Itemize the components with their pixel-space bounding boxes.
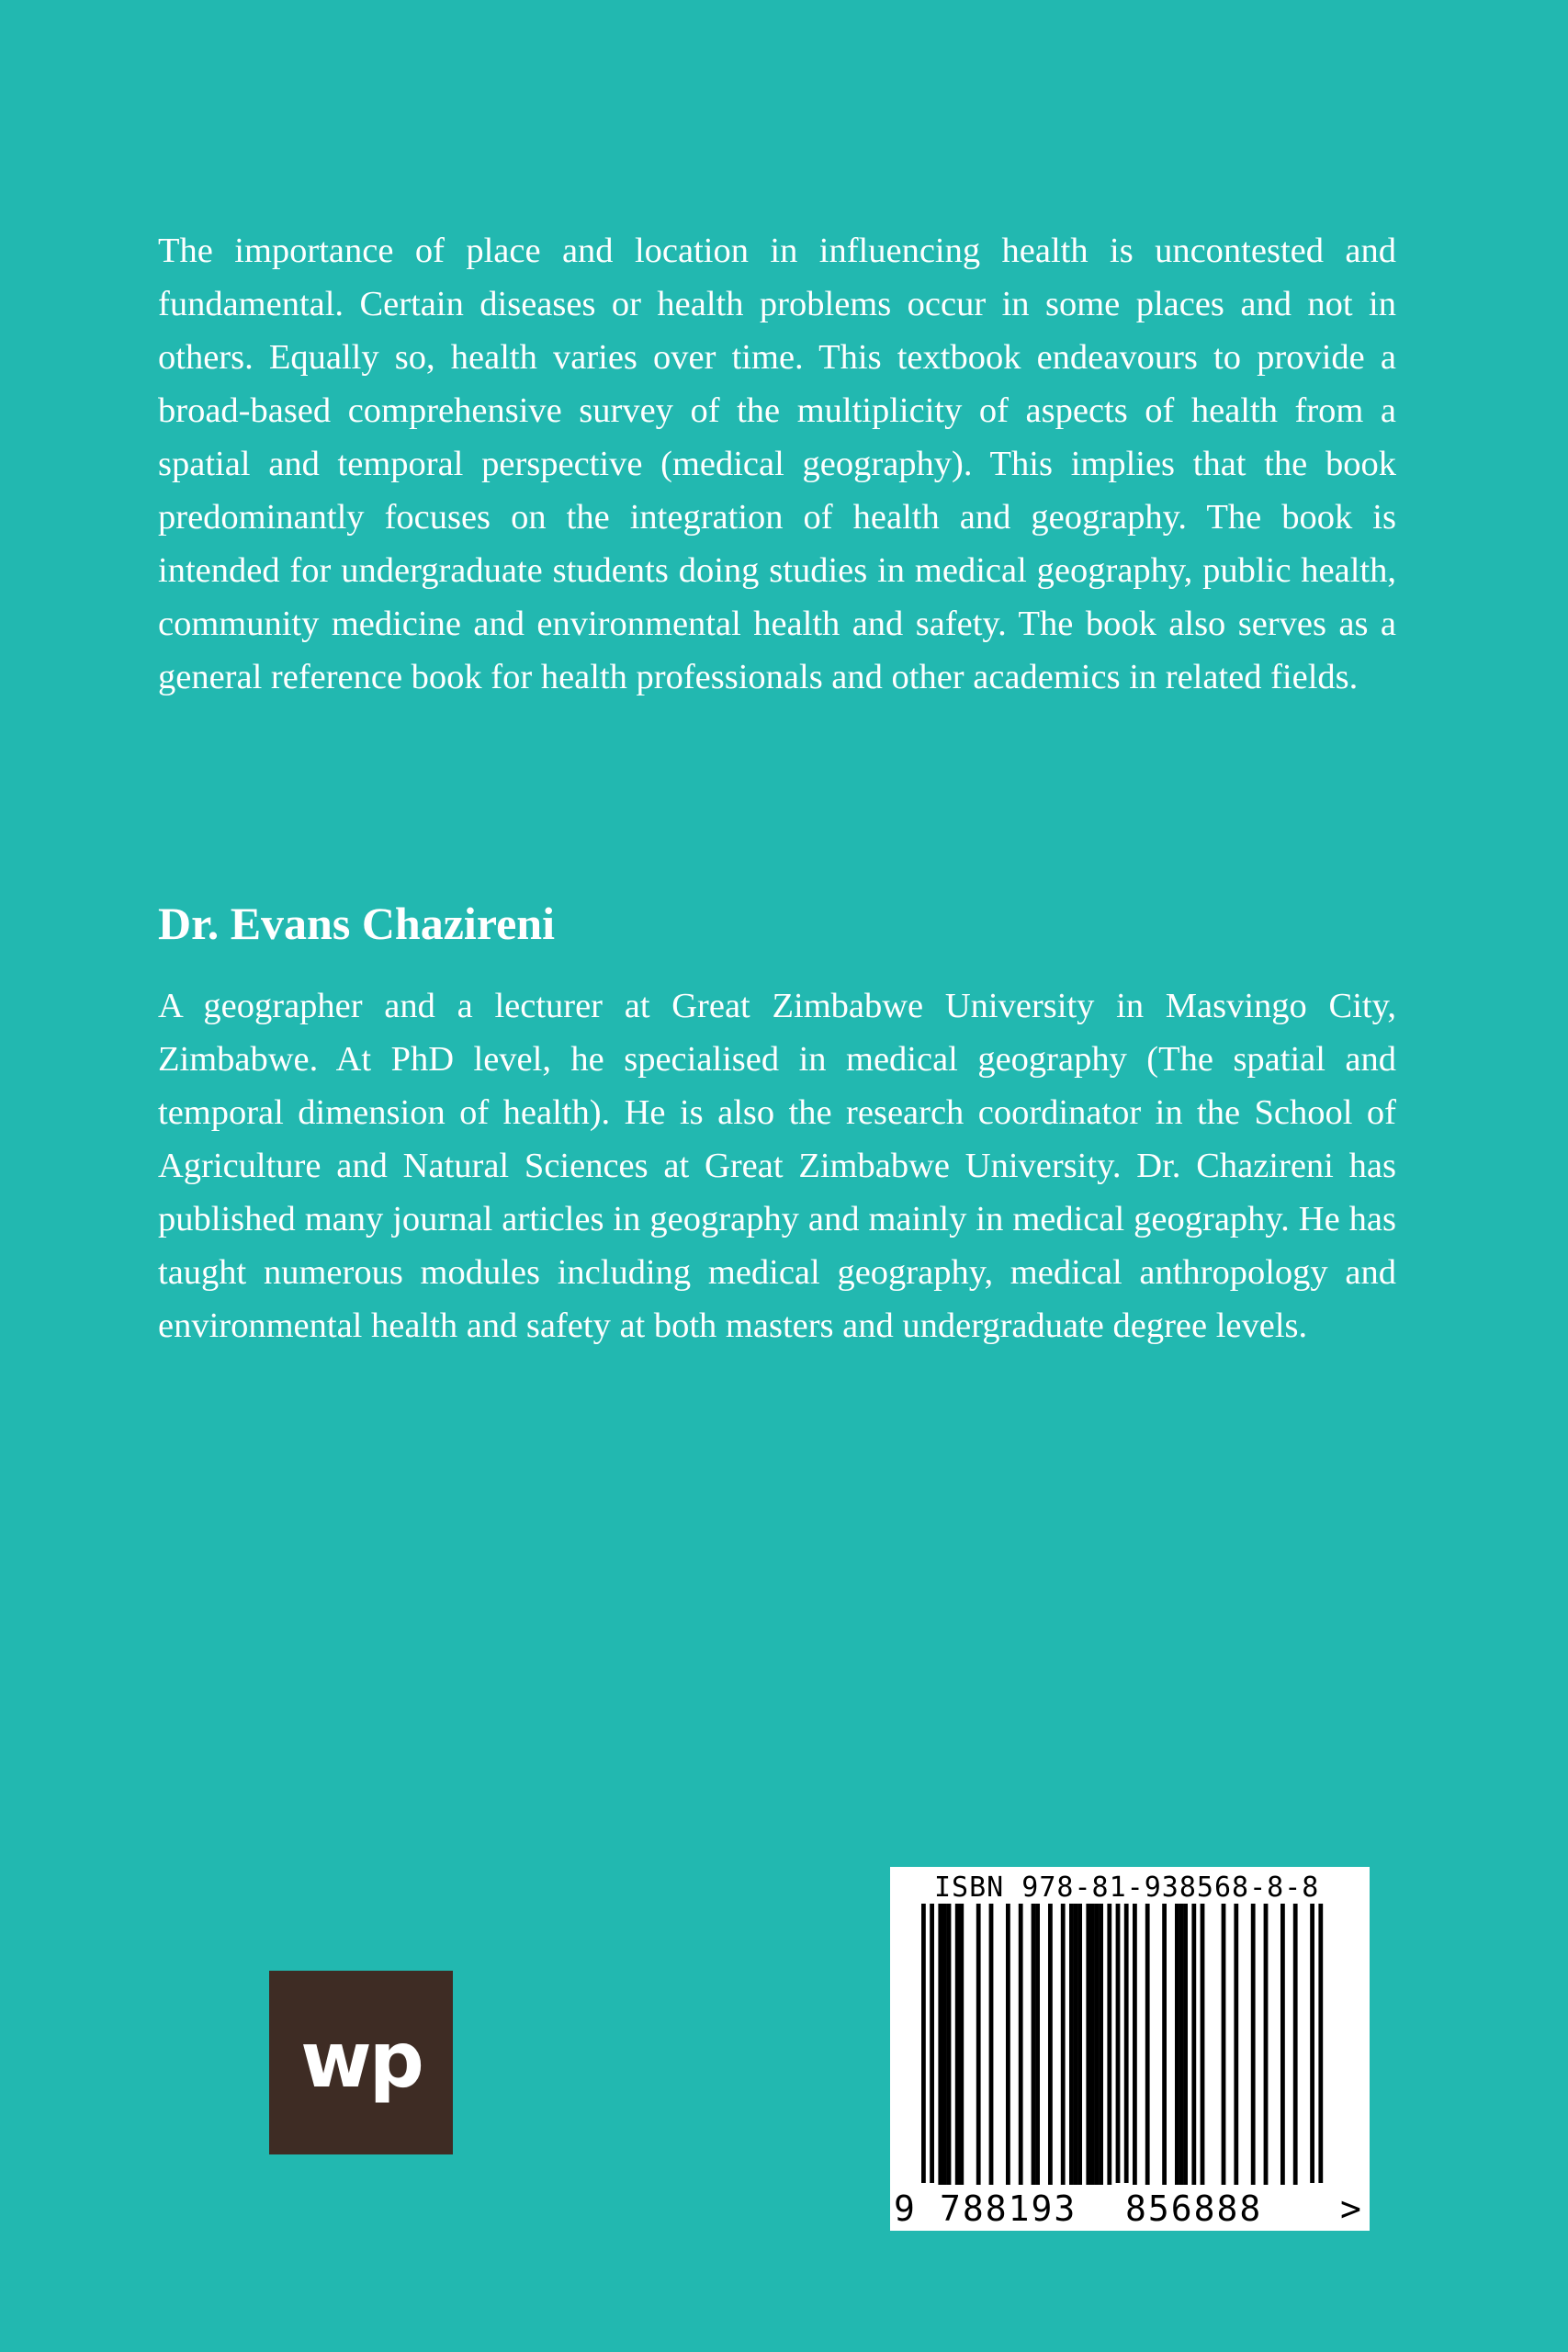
- barcode-left-digits: 788193: [940, 2188, 1077, 2229]
- barcode-bar: [1006, 1904, 1010, 2185]
- barcode-bar: [1077, 1904, 1082, 2185]
- publisher-logo-text: wp: [300, 2015, 422, 2105]
- isbn-barcode: [890, 1867, 1370, 2231]
- barcode-bar: [1183, 1904, 1188, 2185]
- barcode-bar: [1061, 1904, 1066, 2185]
- barcode-bar: [989, 1904, 994, 2185]
- barcode-bar: [1179, 1904, 1184, 2185]
- barcode-bar: [947, 1904, 952, 2185]
- barcode-guard-bar: [930, 1904, 934, 2183]
- barcode-bar: [1222, 1904, 1226, 2185]
- barcode-bar: [1162, 1904, 1167, 2185]
- barcode-right-digits: 856888: [1125, 2188, 1263, 2229]
- barcode-bar: [1069, 1904, 1074, 2185]
- barcode-bar: [1175, 1904, 1179, 2185]
- barcode-guard-bar: [1124, 1904, 1129, 2183]
- barcode-bar: [1035, 1904, 1040, 2185]
- author-name: Dr. Evans Chazireni: [158, 898, 556, 949]
- barcode-end-mark: >: [1340, 2188, 1361, 2229]
- barcode-bar: [1074, 1904, 1078, 2185]
- barcode-bar: [1201, 1904, 1205, 2185]
- barcode-guard-bar: [1116, 1904, 1121, 2183]
- barcode-bar: [942, 1904, 947, 2185]
- barcode-bar: [1145, 1904, 1150, 2185]
- barcode-bar: [1280, 1904, 1285, 2185]
- barcode-bar: [1251, 1904, 1256, 2185]
- barcode-bar: [1191, 1904, 1196, 2185]
- barcode-bar: [1090, 1904, 1095, 2185]
- barcode-guard-bar: [1310, 1904, 1314, 2183]
- barcode-bar: [1264, 1904, 1269, 2185]
- isbn-label: ISBN 978-81-938568-8-8: [934, 1871, 1320, 1904]
- barcode-bar: [1133, 1904, 1137, 2185]
- publisher-logo: [269, 1971, 453, 2154]
- barcode-bar: [1095, 1904, 1100, 2185]
- barcode-bar: [976, 1904, 981, 2185]
- barcode-bar: [1019, 1904, 1023, 2185]
- barcode-bar: [1107, 1904, 1111, 2185]
- barcode-bar: [938, 1904, 942, 2185]
- barcode-bar: [959, 1904, 964, 2185]
- barcode-bar: [955, 1904, 960, 2185]
- book-description: The importance of place and location in influencing health is uncontested and fundamental. Certain diseases or health problems occur in some places and not in others. Equally so, health varies over time. This textbook endeavours to provide a broad-based comprehensive survey of the multiplicity of aspects of health from a spatial and temporal perspective (medical geography). This implies that the book predominantly focuses on the integration of health and geography. The book is intended for undergraduate students doing studies in medical geography, public health, community medicine and environmental health and safety. The book also serves as a general reference book for health professionals and other academics in related fields.: [158, 232, 1396, 696]
- author-bio: A geographer and a lecturer at Great Zimbabwe University in Masvingo City, Zimbabwe. At PhD level, he specialised in medical geography (The spatial and temporal dimension of health). He is also the research coordinator in the School of Agriculture and Natural Sciences at Great Zimbabwe University. Dr. Chazireni has published many journal articles in geography and mainly in medical geography. He has taught numerous modules including medical geography, medical anthropology and environmental health and safety at both masters and undergraduate degree levels.: [158, 987, 1396, 1345]
- barcode-bar: [1293, 1904, 1298, 2185]
- barcode-bars: [890, 1867, 1370, 2231]
- barcode-bar: [1099, 1904, 1103, 2185]
- barcode-bar: [1048, 1904, 1053, 2185]
- barcode-bar: [1086, 1904, 1090, 2185]
- barcode-guard-bar: [921, 1904, 926, 2183]
- barcode-lead-digit: 9: [894, 2188, 915, 2229]
- barcode-bar: [1234, 1904, 1238, 2185]
- barcode-bar: [1032, 1904, 1036, 2185]
- barcode-guard-bar: [1318, 1904, 1323, 2183]
